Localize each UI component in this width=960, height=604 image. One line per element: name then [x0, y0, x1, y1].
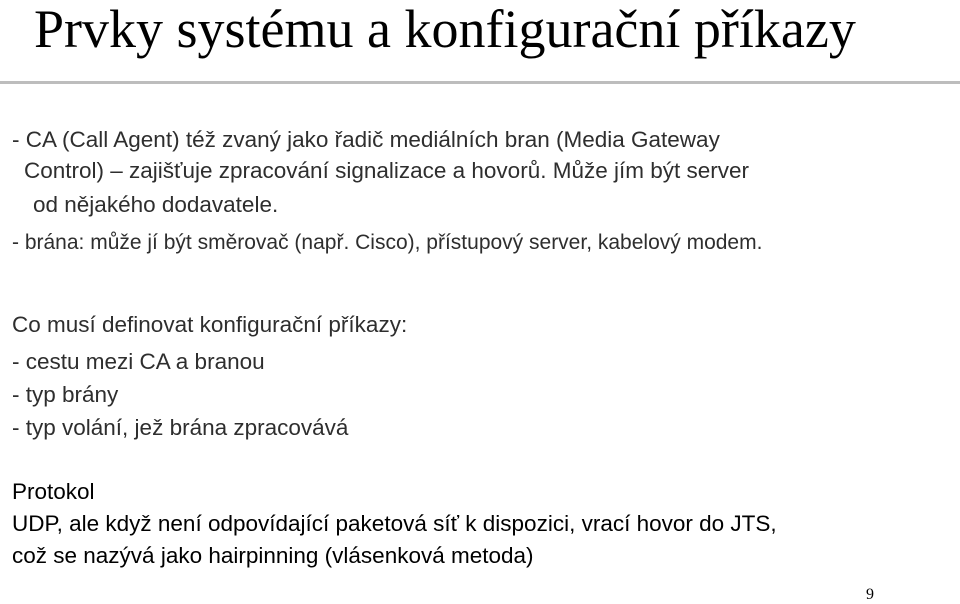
title-divider	[0, 81, 960, 84]
config-item-call-type: - typ volání, jež brána zpracovává	[12, 415, 349, 440]
config-item-gateway-type: - typ brány	[12, 382, 119, 407]
config-heading: Co musí definovat konfigurační příkazy:	[12, 312, 408, 337]
config-item-path: - cestu mezi CA a branou	[12, 349, 265, 374]
ca-line-2: Control) – zajišťuje zpracování signalizace a hovorů. Může jím být server	[24, 158, 749, 183]
ca-line-3: od nějakého dodavatele.	[33, 192, 279, 217]
ca-line-1: - CA (Call Agent) též zvaný jako řadič mediálních bran (Media Gateway	[12, 127, 720, 152]
protocol-line-1: UDP, ale když není odpovídající paketová síť k dispozici, vrací hovor do JTS,	[12, 511, 777, 536]
page-number: 9	[866, 586, 874, 603]
protocol-line-2: což se nazývá jako hairpinning (vlásenková metoda)	[12, 543, 534, 568]
protocol-heading: Protokol	[12, 479, 95, 504]
gateway-line: - brána: může jí být směrovač (např. Cisco), přístupový server, kabelový modem.	[12, 231, 763, 254]
slide-title: Prvky systému a konfigurační příkazy	[34, 0, 856, 59]
